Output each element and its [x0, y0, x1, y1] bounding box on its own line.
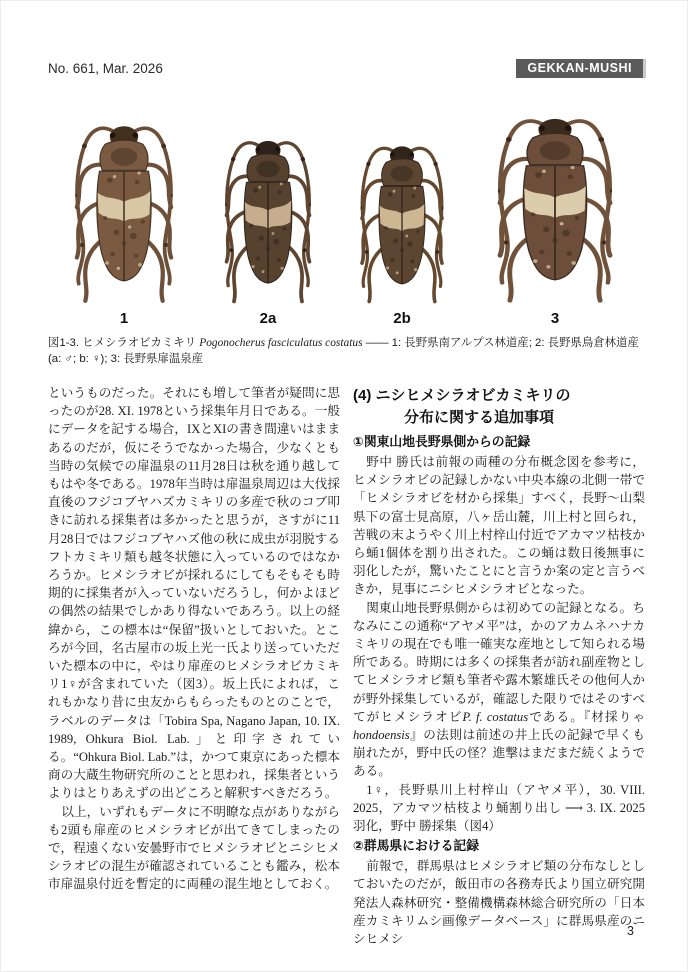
left-column: [48, 384, 340, 948]
body-paragraph: 野中 勝氏は前報の両種の分布概念図を参考に，ヒメシラオビの記録しかない中央本線の北側一帯で「ヒメシラオビを材から採集」すべく，長野～山梨県下の富士見高原，八ヶ岳山麓，川上村と回られ，苦戦の末ようやく川上村梓山付近でアカマツ枯枝から蛹1個体を割り出された。この蛹は数日後無事に羽化したが，驚いたことにと言うか案の定と言うべきか，見事にニシヒメシラオビとなった。: [353, 455, 645, 597]
section-heading-line2: 分布に関する追加事項: [404, 408, 555, 426]
article-body: [48, 384, 646, 948]
page-header: [48, 58, 646, 79]
beetle-photo-3: [478, 102, 632, 308]
beetle-photo-2a: [210, 126, 326, 308]
caption-details: —— 1: 長野県南アルプス林道産; 2: 長野県鳥倉林道産 (a: ♂; b: ♀); 3: 長野県扉温泉産: [48, 337, 639, 365]
specimen-figure: [48, 105, 646, 367]
specimen-3: [478, 102, 632, 327]
section-heading: [353, 385, 645, 428]
section-heading-line1: (4) ニシヒメシラオビカミキリの: [353, 387, 571, 404]
body-paragraph: 1♀，長野県川上村梓山（アヤメ平），30. VIII. 2025，アカマツ枯枝より蛹割り出し ⟶ 3. IX. 2025羽化，野中 勝採集（図4）: [353, 782, 645, 834]
subsection-2-body: [353, 857, 645, 948]
beetle-photo-2b: [346, 132, 458, 308]
right-column: [353, 384, 645, 948]
specimen-label-1: 1: [119, 310, 129, 327]
caption-species-latin: Pogonocherus fasciculatus costatus: [199, 337, 363, 349]
caption-number: 図1-3. ヒメシラオビカミキリ: [48, 337, 200, 349]
specimen-label-3: 3: [550, 310, 560, 327]
subsection-2-heading: ②群馬県における記録: [353, 838, 480, 854]
figure-caption: [48, 336, 646, 367]
subsection-1-body: [353, 453, 645, 835]
specimen-1: [58, 110, 190, 327]
body-paragraph: 以上，いずれもデータに不明瞭な点がありながらも2頭も扉産のヒメシラオビが出てきてしまったので，程遠くない安曇野市でヒメシラオビとニシヒメシラオビの混生が確認されていることも鑑み，松本市扉温泉付近を暫定的に両種の混生地としておく。: [48, 804, 340, 892]
specimen-2b: [346, 132, 458, 327]
subsection-1-heading: ①関東山地長野県側からの記録: [353, 434, 531, 449]
specimen-row: [48, 105, 646, 327]
magazine-badge: GEKKAN-MUSHI: [516, 59, 646, 78]
specimen-2a: [210, 126, 326, 327]
issue-info: No. 661, Mar. 2026: [48, 61, 163, 76]
specimen-label-2b: 2b: [393, 310, 411, 327]
page-number: 3: [627, 924, 634, 938]
body-paragraph: 前報で，群馬県はヒメシラオビ類の分布なしとしておいたのだが，飯田市の各務寿氏より国立研究開発法人森林研究・整備機構森林総合研究所の「日本産カミキリムシ画像データベース」に群馬県産のニシヒメシ: [353, 859, 645, 947]
specimen-label-2a: 2a: [259, 310, 277, 327]
body-paragraph: というものだった。それにも増して筆者が疑問に思ったのが28. XI. 1978という採集年月日である。一般にデータを記する場合，IXとXIの書き間違いはままあるのだが，仮にそうでなかった場合，少なくとも当時の気候での扉温泉の11月28日は秋を通り越してもはや冬である。1978年当時は扉温泉周辺は大伐採直後のフジコブヤハズカミキリの多産で秋のコブ叩きに訪れる採集者は多かったと思うが，さすがに11月28日ではフジコブヤハズ他の秋に成虫が羽脱するフトカミキリ類も越冬状態に入っているのではなかろうか。ヒメシラオビが採れるにしてもそもそも時期的に採集者が入っていないだろうし，何かよほどの偶然の結果でしかあり得ないであろう。以上の経緯から，この標本は“保留”扱いとしておいた。ところが今回，名古屋市の坂上光一氏より送っていただいた標本の中に，やはり扉産のヒメシラオビカミキリ1♀が含まれていた（図3）。坂上氏によれば，これもかなり昔に虫友からもらったものとのことで，ラベルのデータは「Tobira Spa, Nagano Japan, 10. IX. 1989, Ohkura Biol. Lab.」と印字されている。“Ohkura Biol. Lab.”は，かつて東京にあった標本商の大蔵生物研究所のことと思われ，採集者というよりはとりあえずの出どころと解釈すべきだろう。: [48, 386, 340, 801]
beetle-photo-1: [58, 110, 190, 308]
body-paragraph: 関東山地長野県側からは初めての記録となる。ちなみにこの通称“アヤメ平”は，かのアカムネハナカミキリの現在でも唯一確実な産地として知られる場所である。時期には多くの採集者が訪れ副産物としてヒメシラオビ類も筆者や露木繁雄氏その他何人かが野外採集しているが，確認した限りではそのすべてがヒメシラオビP. f. costatusである。『材採りゃ hondoensis』の法則は前述の井上氏の記録で早くも崩れたが，野中氏の怪？進撃はまだまだ続くようである。: [353, 600, 646, 779]
